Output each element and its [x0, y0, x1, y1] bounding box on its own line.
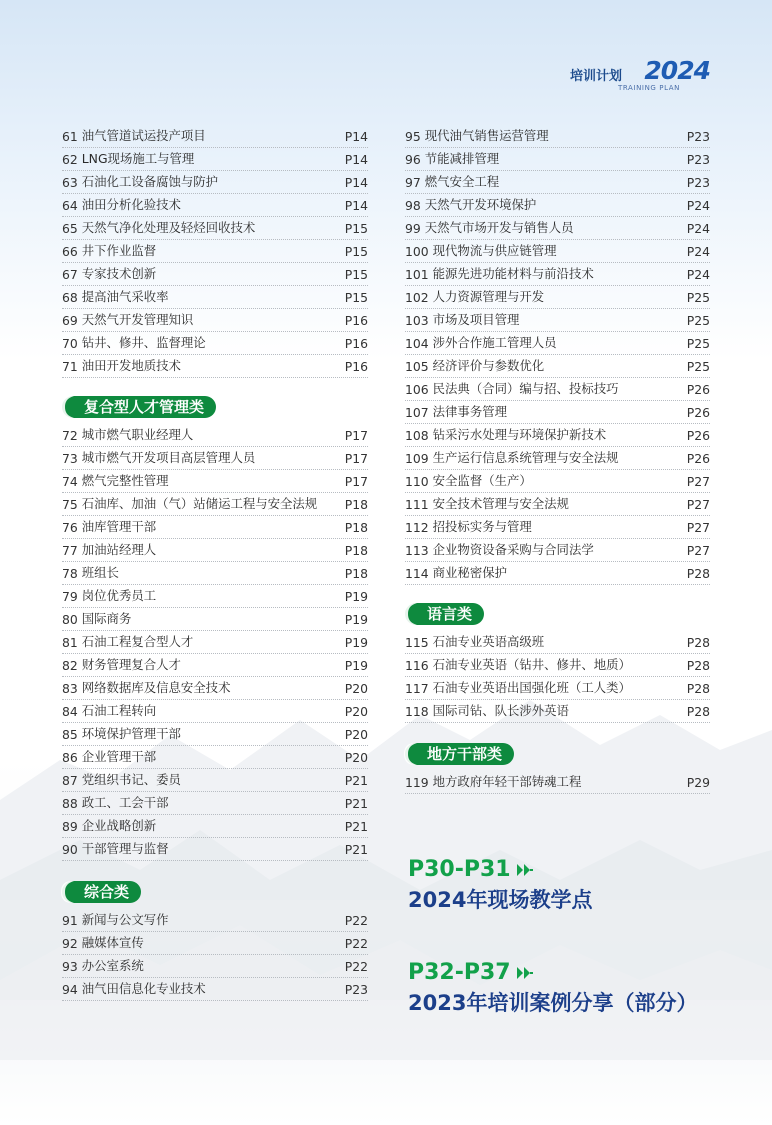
- promo-field-teaching[interactable]: [408, 857, 728, 914]
- course-title: 干部管理与监督: [81, 841, 169, 856]
- course-number: 68: [62, 290, 78, 305]
- course-page-ref: P18: [344, 497, 368, 512]
- course-row[interactable]: [405, 470, 710, 493]
- right-column: [405, 125, 710, 794]
- course-number: 119: [405, 775, 429, 790]
- promo-title: 2024年现场教学点: [408, 888, 593, 912]
- course-title: 商业秘密保护: [432, 565, 507, 580]
- course-row[interactable]: [62, 838, 368, 861]
- section-label: 复合型人才管理类: [84, 398, 205, 416]
- course-title: 法律事务管理: [432, 404, 507, 419]
- section-header-local: [405, 743, 710, 765]
- course-number: 91: [62, 913, 78, 928]
- course-list-language: [405, 631, 710, 723]
- course-row[interactable]: [62, 424, 368, 447]
- course-title: 办公室系统: [81, 958, 144, 973]
- course-page-ref: P27: [686, 497, 710, 512]
- course-row[interactable]: [405, 355, 710, 378]
- course-number: 67: [62, 267, 78, 282]
- course-row[interactable]: [62, 470, 368, 493]
- course-page-ref: P14: [344, 129, 368, 144]
- course-title: 油田分析化验技术: [81, 197, 181, 212]
- course-row[interactable]: [62, 955, 368, 978]
- course-page-ref: P28: [686, 681, 710, 696]
- course-row[interactable]: [62, 539, 368, 562]
- tag-accent-icon: [404, 603, 417, 625]
- course-page-ref: P15: [344, 221, 368, 236]
- course-row[interactable]: [405, 217, 710, 240]
- course-page-ref: P19: [344, 589, 368, 604]
- course-page-ref: P20: [344, 727, 368, 742]
- course-title: 天然气市场开发与销售人员: [424, 220, 574, 235]
- course-number: 96: [405, 152, 421, 167]
- section-tag: [405, 743, 514, 765]
- course-number: 84: [62, 704, 78, 719]
- course-page-ref: P24: [686, 267, 710, 282]
- tag-accent-icon: [61, 881, 74, 903]
- course-title: 党组织书记、委员: [81, 772, 181, 787]
- course-number: 109: [405, 451, 429, 466]
- course-row[interactable]: [405, 240, 710, 263]
- brand-title: 培训计划: [569, 69, 622, 84]
- course-title: 油库管理干部: [81, 519, 157, 534]
- course-number: 78: [62, 566, 78, 581]
- course-number: 71: [62, 359, 78, 374]
- course-number: 80: [62, 612, 78, 627]
- course-page-ref: P25: [686, 313, 710, 328]
- course-title: 招投标实务与管理: [432, 519, 532, 534]
- course-title: 经济评价与参数优化: [432, 358, 545, 373]
- promo-range-text: P30-P31: [408, 857, 511, 882]
- course-row[interactable]: [405, 654, 710, 677]
- course-title: 新闻与公文写作: [81, 912, 169, 927]
- course-number: 82: [62, 658, 78, 673]
- course-title: 城市燃气职业经理人: [81, 427, 194, 442]
- course-row[interactable]: [405, 378, 710, 401]
- course-title: 企业管理干部: [81, 749, 157, 764]
- course-row[interactable]: [62, 447, 368, 470]
- course-number: 110: [405, 474, 429, 489]
- course-row[interactable]: [62, 217, 368, 240]
- course-page-ref: P27: [686, 474, 710, 489]
- course-page-ref: P25: [686, 290, 710, 305]
- course-row[interactable]: [405, 677, 710, 700]
- arrow-right-icon: [517, 864, 533, 876]
- course-page-ref: P24: [686, 244, 710, 259]
- course-number: 113: [405, 543, 429, 558]
- course-title: LNG现场施工与管理: [81, 151, 195, 166]
- course-number: 74: [62, 474, 78, 489]
- course-page-ref: P24: [686, 221, 710, 236]
- course-row[interactable]: [405, 493, 710, 516]
- course-title: 油气管道试运投产项目: [81, 128, 206, 143]
- course-number: 111: [405, 497, 429, 512]
- course-page-ref: P26: [686, 451, 710, 466]
- course-page-ref: P26: [686, 428, 710, 443]
- course-page-ref: P26: [686, 382, 710, 397]
- course-number: 95: [405, 129, 421, 144]
- course-row[interactable]: [62, 355, 368, 378]
- course-page-ref: P28: [686, 566, 710, 581]
- course-number: 64: [62, 198, 78, 213]
- course-number: 76: [62, 520, 78, 535]
- course-row[interactable]: [62, 309, 368, 332]
- course-number: 65: [62, 221, 78, 236]
- course-page-ref: P17: [344, 428, 368, 443]
- course-title: 市场及项目管理: [432, 312, 520, 327]
- course-number: 104: [405, 336, 429, 351]
- course-title: 城市燃气开发项目高层管理人员: [81, 450, 256, 465]
- section-tag: [405, 603, 484, 625]
- course-row[interactable]: [405, 401, 710, 424]
- course-page-ref: P29: [686, 775, 710, 790]
- section-tag: [62, 881, 141, 903]
- course-number: 85: [62, 727, 78, 742]
- course-title: 涉外合作施工管理人员: [432, 335, 557, 350]
- course-row[interactable]: [405, 562, 710, 585]
- course-title: 油气田信息化专业技术: [81, 981, 206, 996]
- course-title: 生产运行信息系统管理与安全法规: [432, 450, 619, 465]
- course-number: 97: [405, 175, 421, 190]
- course-page-ref: P27: [686, 543, 710, 558]
- course-number: 83: [62, 681, 78, 696]
- brand-logo: [569, 56, 710, 96]
- course-title: 燃气完整性管理: [81, 473, 169, 488]
- course-number: 88: [62, 796, 78, 811]
- course-row[interactable]: [405, 771, 710, 794]
- course-title: 国际司钻、队长涉外英语: [432, 703, 569, 718]
- course-number: 105: [405, 359, 429, 374]
- course-title: 能源先进功能材料与前沿技术: [432, 266, 594, 281]
- course-row[interactable]: [405, 263, 710, 286]
- promo-range-text: P32-P37: [408, 960, 511, 985]
- course-row[interactable]: [62, 631, 368, 654]
- course-page-ref: P24: [686, 198, 710, 213]
- course-title: 油田开发地质技术: [81, 358, 181, 373]
- course-row[interactable]: [405, 194, 710, 217]
- course-page-ref: P21: [344, 796, 368, 811]
- course-page-ref: P25: [686, 359, 710, 374]
- course-page-ref: P25: [686, 336, 710, 351]
- course-page-ref: P23: [686, 152, 710, 167]
- course-row[interactable]: [62, 792, 368, 815]
- course-number: 98: [405, 198, 421, 213]
- course-title: 企业战略创新: [81, 818, 157, 833]
- course-number: 63: [62, 175, 78, 190]
- course-page-ref: P21: [344, 842, 368, 857]
- course-row[interactable]: [405, 516, 710, 539]
- course-number: 87: [62, 773, 78, 788]
- course-page-ref: P16: [344, 313, 368, 328]
- course-row[interactable]: [62, 932, 368, 955]
- course-row[interactable]: [405, 171, 710, 194]
- course-page-ref: P16: [344, 359, 368, 374]
- course-number: 72: [62, 428, 78, 443]
- course-number: 107: [405, 405, 429, 420]
- course-row[interactable]: [62, 677, 368, 700]
- course-page-ref: P18: [344, 543, 368, 558]
- course-title: 融媒体宣传: [81, 935, 144, 950]
- course-number: 62: [62, 152, 78, 167]
- course-page-ref: P27: [686, 520, 710, 535]
- promo-range: [408, 857, 728, 882]
- course-row[interactable]: [62, 516, 368, 539]
- tag-accent-icon: [404, 743, 417, 765]
- course-row[interactable]: [62, 815, 368, 838]
- course-title: 地方政府年轻干部铸魂工程: [432, 774, 582, 789]
- course-row[interactable]: [62, 700, 368, 723]
- course-title: 天然气开发管理知识: [81, 312, 194, 327]
- course-row[interactable]: [405, 309, 710, 332]
- course-title: 安全监督（生产）: [432, 473, 532, 488]
- course-row[interactable]: [62, 263, 368, 286]
- course-row[interactable]: [62, 240, 368, 263]
- course-list-composite: [62, 424, 368, 861]
- course-page-ref: P14: [344, 152, 368, 167]
- course-number: 103: [405, 313, 429, 328]
- course-row[interactable]: [405, 447, 710, 470]
- course-title: 环境保护管理干部: [81, 726, 181, 741]
- course-title: 现代油气销售运营管理: [424, 128, 549, 143]
- course-page-ref: P20: [344, 681, 368, 696]
- course-page-ref: P21: [344, 773, 368, 788]
- course-number: 79: [62, 589, 78, 604]
- course-title: 政工、工会干部: [81, 795, 169, 810]
- course-list-top-left: [62, 125, 368, 378]
- course-page-ref: P20: [344, 704, 368, 719]
- brand-subtitle: TRAINING PLAN: [617, 84, 680, 92]
- course-number: 117: [405, 681, 429, 696]
- course-page-ref: P17: [344, 474, 368, 489]
- course-title: 石油专业英语（钻井、修井、地质）: [432, 657, 631, 672]
- course-title: 人力资源管理与开发: [432, 289, 545, 304]
- course-title: 井下作业监督: [81, 243, 157, 258]
- course-row[interactable]: [405, 424, 710, 447]
- course-page-ref: P16: [344, 336, 368, 351]
- course-page-ref: P26: [686, 405, 710, 420]
- course-page-ref: P22: [344, 913, 368, 928]
- course-page-ref: P15: [344, 267, 368, 282]
- course-page-ref: P28: [686, 635, 710, 650]
- course-title: 企业物资设备采购与合同法学: [432, 542, 594, 557]
- course-row[interactable]: [405, 700, 710, 723]
- course-title: 石油工程转向: [81, 703, 157, 718]
- course-row[interactable]: [62, 608, 368, 631]
- course-title: 专家技术创新: [81, 266, 157, 281]
- course-number: 99: [405, 221, 421, 236]
- course-list-general: [62, 909, 368, 1001]
- course-row[interactable]: [405, 125, 710, 148]
- course-title: 班组长: [81, 565, 119, 580]
- course-title: 财务管理复合人才: [81, 657, 181, 672]
- course-page-ref: P28: [686, 658, 710, 673]
- course-number: 115: [405, 635, 429, 650]
- course-number: 77: [62, 543, 78, 558]
- section-label: 综合类: [84, 883, 130, 901]
- course-page-ref: P21: [344, 819, 368, 834]
- course-row[interactable]: [405, 332, 710, 355]
- course-title: 提高油气采收率: [81, 289, 169, 304]
- course-title: 石油专业英语高级班: [432, 634, 545, 649]
- course-row[interactable]: [62, 585, 368, 608]
- course-number: 86: [62, 750, 78, 765]
- course-page-ref: P18: [344, 566, 368, 581]
- course-row[interactable]: [62, 562, 368, 585]
- course-row[interactable]: [405, 631, 710, 654]
- course-page-ref: P14: [344, 198, 368, 213]
- course-number: 100: [405, 244, 429, 259]
- course-page-ref: P22: [344, 959, 368, 974]
- course-page-ref: P15: [344, 244, 368, 259]
- course-row[interactable]: [62, 909, 368, 932]
- course-page-ref: P17: [344, 451, 368, 466]
- course-number: 114: [405, 566, 429, 581]
- course-title: 钻采污水处理与环境保护新技术: [432, 427, 607, 442]
- course-number: 102: [405, 290, 429, 305]
- course-title: 民法典（合同）编与招、投标技巧: [432, 381, 619, 396]
- course-number: 70: [62, 336, 78, 351]
- course-row[interactable]: [62, 978, 368, 1001]
- course-row[interactable]: [62, 332, 368, 355]
- course-page-ref: P19: [344, 612, 368, 627]
- course-page-ref: P23: [344, 982, 368, 997]
- section-label: 地方干部类: [427, 745, 503, 763]
- course-row[interactable]: [405, 539, 710, 562]
- course-page-ref: P22: [344, 936, 368, 951]
- course-row[interactable]: [62, 654, 368, 677]
- course-number: 66: [62, 244, 78, 259]
- brand-year: 2024: [644, 56, 710, 85]
- course-title: 天然气开发环境保护: [424, 197, 537, 212]
- course-page-ref: P20: [344, 750, 368, 765]
- promo-case-sharing[interactable]: [408, 960, 728, 1017]
- course-number: 89: [62, 819, 78, 834]
- course-row[interactable]: [405, 148, 710, 171]
- course-title: 加油站经理人: [81, 542, 157, 557]
- course-title: 网络数据库及信息安全技术: [81, 680, 231, 695]
- course-number: 61: [62, 129, 78, 144]
- arrow-right-icon: [517, 967, 533, 979]
- promo-title: 2023年培训案例分享（部分）: [408, 991, 698, 1015]
- course-number: 81: [62, 635, 78, 650]
- course-title: 天然气净化处理及轻烃回收技术: [81, 220, 256, 235]
- course-title: 钻井、修井、监督理论: [81, 335, 206, 350]
- course-number: 112: [405, 520, 429, 535]
- course-row[interactable]: [405, 286, 710, 309]
- course-row[interactable]: [62, 194, 368, 217]
- course-title: 安全技术管理与安全法规: [432, 496, 569, 511]
- course-number: 75: [62, 497, 78, 512]
- left-column: [62, 125, 368, 1001]
- course-number: 106: [405, 382, 429, 397]
- course-number: 116: [405, 658, 429, 673]
- course-title: 石油库、加油（气）站储运工程与安全法规: [81, 496, 318, 511]
- section-tag: [62, 396, 216, 418]
- tag-accent-icon: [61, 396, 74, 418]
- course-page-ref: P23: [686, 175, 710, 190]
- course-title: 石油工程复合型人才: [81, 634, 194, 649]
- course-title: 国际商务: [81, 611, 132, 626]
- section-header-language: [405, 603, 710, 625]
- course-page-ref: P23: [686, 129, 710, 144]
- course-number: 108: [405, 428, 429, 443]
- course-title: 岗位优秀员工: [81, 588, 157, 603]
- course-row[interactable]: [62, 723, 368, 746]
- course-page-ref: P15: [344, 290, 368, 305]
- course-title: 燃气安全工程: [424, 174, 500, 189]
- course-row[interactable]: [62, 746, 368, 769]
- course-page-ref: P28: [686, 704, 710, 719]
- course-row[interactable]: [62, 493, 368, 516]
- course-number: 90: [62, 842, 78, 857]
- course-number: 92: [62, 936, 78, 951]
- course-row[interactable]: [62, 171, 368, 194]
- course-title: 石油专业英语出国强化班（工人类）: [432, 680, 631, 695]
- course-row[interactable]: [62, 125, 368, 148]
- course-number: 73: [62, 451, 78, 466]
- promo-range: [408, 960, 728, 985]
- section-header-general: [62, 881, 368, 903]
- course-title: 石油化工设备腐蚀与防护: [81, 174, 219, 189]
- course-number: 118: [405, 704, 429, 719]
- section-label: 语言类: [427, 605, 473, 623]
- course-page-ref: P14: [344, 175, 368, 190]
- course-title: 现代物流与供应链管理: [432, 243, 557, 258]
- course-row[interactable]: [62, 148, 368, 171]
- course-row[interactable]: [62, 769, 368, 792]
- course-list-local: [405, 771, 710, 794]
- course-number: 94: [62, 982, 78, 997]
- course-page-ref: P19: [344, 658, 368, 673]
- course-row[interactable]: [62, 286, 368, 309]
- course-list-top-right: [405, 125, 710, 585]
- course-number: 69: [62, 313, 78, 328]
- course-title: 节能减排管理: [424, 151, 500, 166]
- section-header-composite: [62, 396, 368, 418]
- course-page-ref: P18: [344, 520, 368, 535]
- course-page-ref: P19: [344, 635, 368, 650]
- course-number: 93: [62, 959, 78, 974]
- course-number: 101: [405, 267, 429, 282]
